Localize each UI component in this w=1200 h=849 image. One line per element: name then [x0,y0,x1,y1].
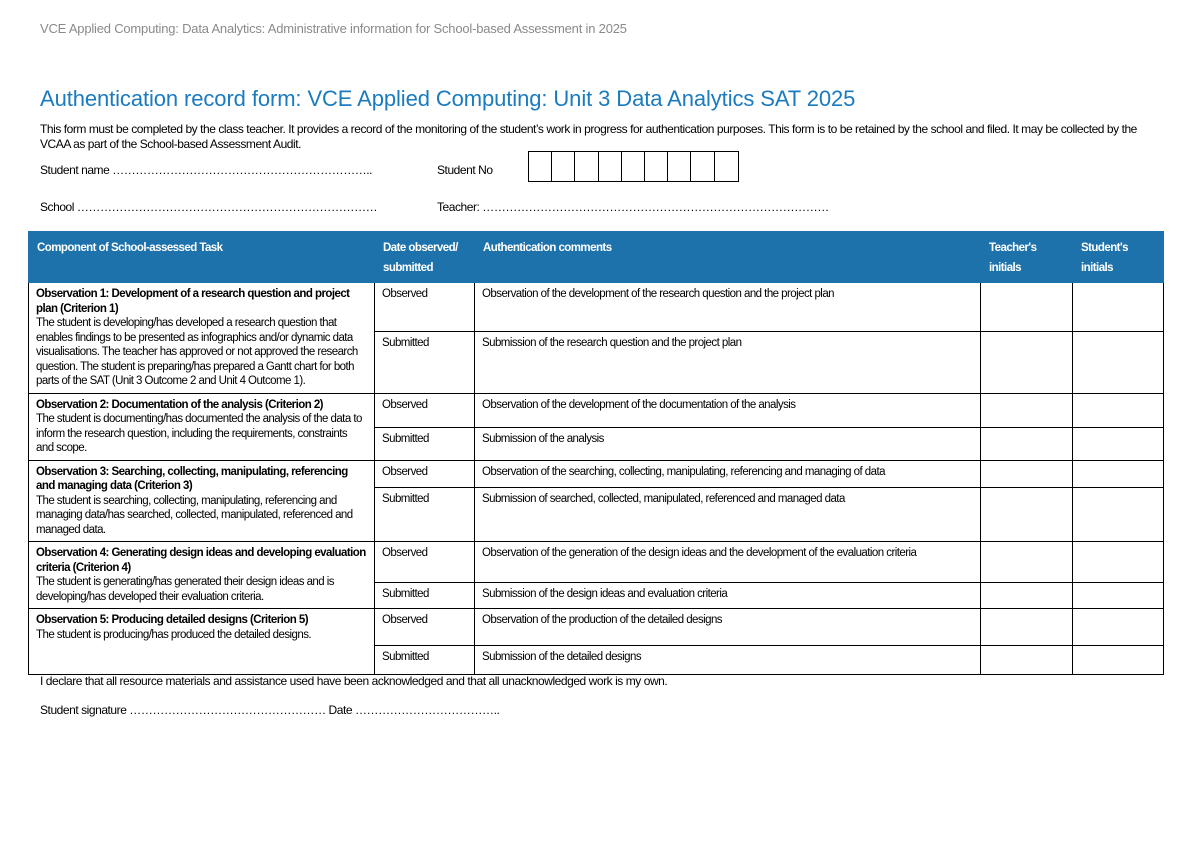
table-row [29,283,1164,332]
date-cell: Submitted [375,582,475,608]
date-cell: Observed [375,542,475,583]
student-initials-cell[interactable] [1073,427,1164,460]
component-cell [29,542,375,609]
comment-cell: Observation of the development of the documentation of the analysis [475,393,981,427]
header-student-initials: Student's initials [1073,232,1164,283]
student-no-box[interactable] [668,152,691,181]
teacher-initials-cell[interactable] [981,542,1073,583]
table-row [29,460,1164,488]
date-cell: Observed [375,460,475,488]
teacher-initials-cell[interactable] [981,609,1073,646]
student-initials-cell[interactable] [1073,460,1164,488]
student-initials-cell[interactable] [1073,393,1164,427]
component-cell [29,393,375,460]
table-row [29,542,1164,583]
student-initials-cell[interactable] [1073,332,1164,393]
date-cell: Submitted [375,488,475,542]
date-cell: Submitted [375,646,475,675]
student-no-box[interactable] [599,152,622,181]
component-title: Observation 3: Searching, collecting, manipulating, referencing and managing data (Criterion 3) [36,465,348,492]
table-row [29,609,1164,646]
comment-cell: Observation of the development of the research question and the project plan [475,283,981,332]
component-cell [29,283,375,394]
table-header-row [29,232,1164,283]
student-name-field[interactable]: Student name ………………………………………………………….. [40,163,373,177]
teacher-initials-cell[interactable] [981,488,1073,542]
component-title: Observation 4: Generating design ideas and developing evaluation criteria (Criterion 4) [36,547,366,574]
component-desc: The student is searching, collecting, manipulating, referencing and managing data/has searched, collected, manipulated, referenced and managed data. [36,494,353,536]
student-no-box[interactable] [645,152,668,181]
comment-cell: Submission of the design ideas and evaluation criteria [475,582,981,608]
header-date: Date observed/ submitted [375,232,475,283]
student-no-label: Student No [437,163,493,177]
student-no-boxes[interactable] [528,151,739,182]
teacher-initials-cell[interactable] [981,582,1073,608]
school-field[interactable]: School …………………………………………………………………… [40,200,378,214]
component-cell [29,609,375,675]
date-cell: Observed [375,283,475,332]
student-initials-cell[interactable] [1073,582,1164,608]
date-cell: Observed [375,609,475,646]
component-desc: The student is documenting/has documented the analysis of the data to inform the research question, including the requirements, constraints and scope. [36,413,362,454]
header-teacher-initials: Teacher's initials [981,232,1073,283]
component-title: Observation 5: Producing detailed designs (Criterion 5) [36,614,308,626]
student-initials-cell[interactable] [1073,283,1164,332]
comment-cell: Submission of the detailed designs [475,646,981,675]
header-comments: Authentication comments [475,232,981,283]
comment-cell: Observation of the searching, collecting, manipulating, referencing and managing of data [475,460,981,488]
date-cell: Submitted [375,332,475,393]
form-title: Authentication record form: VCE Applied Computing: Unit 3 Data Analytics SAT 2025 [40,86,856,111]
student-no-box[interactable] [575,152,598,181]
comment-cell: Observation of the production of the detailed designs [475,609,981,646]
student-initials-cell[interactable] [1073,542,1164,583]
student-no-box[interactable] [715,152,738,181]
date-cell: Submitted [375,427,475,460]
component-title: Observation 1: Development of a research question and project plan (Criterion 1) [36,288,350,315]
comment-cell: Submission of the research question and the project plan [475,332,981,393]
component-desc: The student is generating/has generated their design ideas and is developing/has developed their evaluation criteria. [36,576,334,603]
student-initials-cell[interactable] [1073,488,1164,542]
component-title: Observation 2: Documentation of the analysis (Criterion 2) [36,398,323,411]
student-initials-cell[interactable] [1073,609,1164,646]
teacher-initials-cell[interactable] [981,393,1073,427]
form-intro: This form must be completed by the class teacher. It provides a record of the monitoring of the student’s work in progress for authentication purposes. This form is to be retained by the school and filed. It may be collected by the VCAA as part of the School-based Assessment Audit. [40,122,1137,151]
component-cell [29,460,375,542]
teacher-initials-cell[interactable] [981,646,1073,675]
teacher-field[interactable]: Teacher: ……………………………………………………………………………… [437,200,829,214]
header-component: Component of School-assessed Task [29,232,375,283]
teacher-initials-cell[interactable] [981,427,1073,460]
component-desc: The student is developing/has developed a research question that enables findings to be presented as infographics and/or dynamic data visualisations. The teacher has approved or not approved the research question. The student is preparing/has prepared a Gantt chart for both parts of the SAT (Unit 3 Outcome 2 and Unit 4 Outcome 1). [36,317,358,387]
student-no-box[interactable] [691,152,714,181]
component-desc: The student is producing/has produced the detailed designs. [36,628,312,641]
authentication-table [28,231,1164,675]
teacher-initials-cell[interactable] [981,283,1073,332]
student-no-box[interactable] [622,152,645,181]
student-no-box[interactable] [529,152,552,181]
date-cell: Observed [375,393,475,427]
teacher-initials-cell[interactable] [981,332,1073,393]
comment-cell: Submission of the analysis [475,427,981,460]
signature-date-line[interactable]: Student signature …………………………………………… Date ……………………………….. [40,703,500,717]
teacher-initials-cell[interactable] [981,460,1073,488]
comment-cell: Submission of searched, collected, manipulated, referenced and managed data [475,488,981,542]
student-initials-cell[interactable] [1073,646,1164,675]
running-header: VCE Applied Computing: Data Analytics: Administrative information for School-based Assessment in 2025 [40,21,627,36]
table-row [29,393,1164,427]
declaration-text: I declare that all resource materials and assistance used have been acknowledged and that all unacknowledged work is my own. [40,674,668,688]
student-no-box[interactable] [552,152,575,181]
comment-cell: Observation of the generation of the design ideas and the development of the evaluation criteria [475,542,981,583]
